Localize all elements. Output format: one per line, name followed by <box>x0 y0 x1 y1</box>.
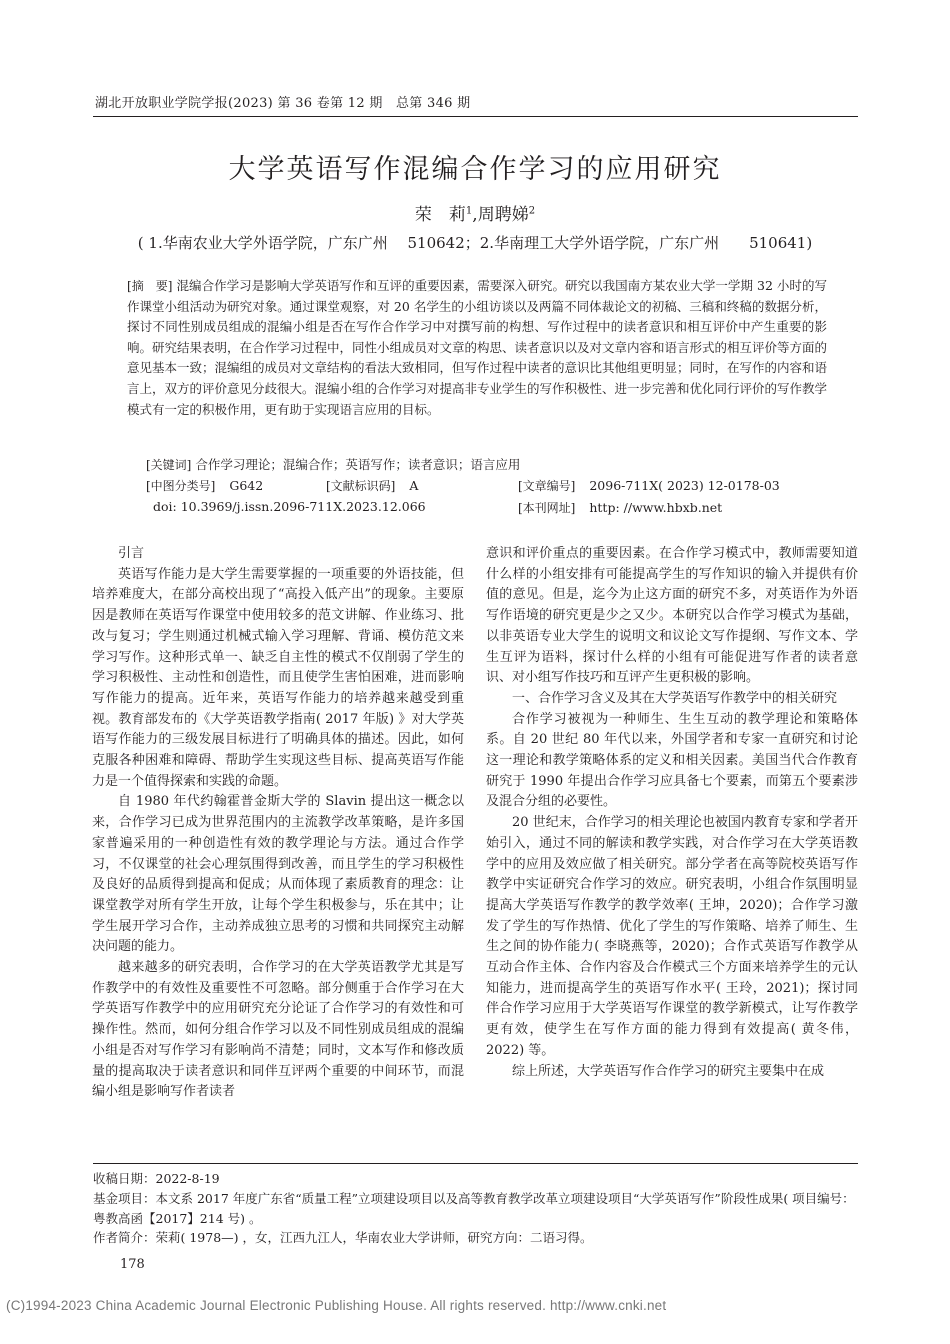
fund-note: 基金项目：本文系 2017 年度广东省“质量工程”立项建设项目以及高等教育教学改革立项建设项目“大学英语写作”阶段性成果( 项目编号：粤教高函【2017】214 号) 。 <box>93 1191 855 1226</box>
author-1-affil-mark: 1 <box>465 205 473 217</box>
clc-label: [中图分类号] <box>146 479 216 493</box>
body-paragraph: 意识和评价重点的重要因素。在合作学习模式中，教师需要知道什么样的小组安排有可能提高学生的写作知识的输入并提供有价值的意见。但是，迄今为止这方面的研究不多，对英语作为外语写作语境的研究更是少之又少。本研究以合作学习模式为基础，以非英语专业大学生的说明文和议论文写作提纲、写作文本、学生互评为语料，探讨什么样的小组有可能促进写作者的读者意识、对小组写作技巧和互评产生更积极的影响。 <box>486 546 858 686</box>
keywords-label: [关键词] <box>146 458 192 472</box>
website-link[interactable]: http: //www.hbxb.net <box>589 500 723 515</box>
body-paragraph: 综上所述，大学英语写作合作学习的研究主要集中在成 <box>512 1063 825 1079</box>
article-number-value: 2096-711X( 2023) 12-0178-03 <box>589 478 780 493</box>
body-paragraph: 英语写作能力是大学生需要掌握的一项重要的外语技能，但培养难度大，在部分高校出现了“高投入低产出”的现象。主要原因是教师在英语写作课堂中使用较多的范文讲解、作业练习、批改与复习；学生则通过机械式输入学习理解、背诵、模仿范文来学习写作。这种形式单一、缺乏自主性的模式不仅削弱了学生的学习积极性、主动性和创造性，而且使学生害怕困难，进而影响写作能力的提高。近年来，英语写作能力的培养越来越受到重视。教育部发布的《大学英语教学指南( 2017 年版) 》对大学英语写作能力的三级发展目标进行了明确具体的描述。因此，如何克服各种困难和障碍、帮助学生实现这些目标、提高英语写作能力是一个值得探索和实践的命题。 <box>92 566 464 789</box>
body-paragraph: 越来越多的研究表明，合作学习的在大学英语教学尤其是写作教学中的有效性及重要性不可忽略。部分侧重于合作学习在大学英语写作教学中的应用研究充分论证了合作学习的有效性和可操作性。然而，如何分组合作学习以及不同性别成员组成的混编小组是否对写作学习有影响尚不清楚；同时，文本写作和修改质量的提高取决于读者意识和同伴互评两个重要的中间环节，而混编小组是影响写作者读者 <box>92 960 464 1100</box>
keywords-text: 合作学习理论；混编合作；英语写作；读者意识；语言应用 <box>195 457 521 472</box>
section-heading-introduction: 引言 <box>118 546 145 561</box>
author-bio: 作者简介：荣莉( 1978—) ，女，江西九江人，华南农业大学讲师，研究方向：二语习得。 <box>93 1230 593 1245</box>
author-line <box>0 200 950 225</box>
header-rule <box>93 116 858 117</box>
body-paragraph: 20 世纪末，合作学习的相关理论也被国内教育专家和学者开始引入，通过不同的解读和教学实践，对合作学习在大学英语教学中的应用及效应做了相关研究。部分学者在高等院校英语写作教学中实证研究合作学习的效应。研究表明，小组合作氛围明显提高大学英语写作教学的教学效率( 王坤，2020)；合作学习激发了学生的写作热情、优化了学生的写作策略、培养了师生、生生之间的协作能力( 李晓燕等，2020)；合作式英语写作教学从互动合作主体、合作内容及合作模式三个方面来培养学生的元认知能力，进而提高学生的英语写作水平( 王玲，2021)；探讨同伴合作学习应用于大学英语写作课堂的教学新模式，让写作教学更有效，使学生在写作方面的能力得到有效提高( 黄冬伟，2022) 等。 <box>486 815 858 1058</box>
article-number <box>518 477 780 494</box>
abstract <box>127 276 827 420</box>
author-1: 荣 莉 <box>414 205 466 225</box>
clc-number <box>146 477 263 494</box>
body-paragraph: 自 1980 年代约翰霍普金斯大学的 Slavin 提出这一概念以来，合作学习已成为世界范围内的主流教学改革策略，是许多国家普遍采用的一种创造性有效的教学理论与方法。通过合作学习，不仅课堂的社会心理氛围得到改善，而且学生的学习积极性及良好的品质得到提高和促成；从而体现了素质教育的理念：让课堂教学对所有学生开放，让每个学生积极参与，乐在其中；让学生展开学习合作，主动养成独立思考的习惯和共同探究主动解决问题的能力。 <box>92 794 464 955</box>
body-paragraph: 合作学习被视为一种师生、生生互动的教学理论和策略体系。自 20 世纪 80 年代以来，外国学者和专家一直研究和讨论这一理论和教学策略体系的定义和相关因素。美国当代合作教育研究于 1990 年提出合作学习应具备七个要素，而第五个要素涉及混合分组的必要性。 <box>486 711 858 810</box>
article-number-label: [文章编号] <box>518 479 576 493</box>
page-number: 178 <box>120 1257 145 1272</box>
footnote-rule <box>93 1163 858 1164</box>
author-separator: , <box>472 205 478 225</box>
document-code-label: [文献标识码] <box>326 479 396 493</box>
doi[interactable]: doi: 10.3969/j.issn.2096-711X.2023.12.066 <box>153 499 426 514</box>
keywords <box>146 455 520 473</box>
clc-value: G642 <box>229 478 264 493</box>
journal-header: 湖北开放职业学院学报(2023) 第 36 卷第 12 期 总第 346 期 <box>95 96 471 111</box>
body-column-left <box>92 544 464 1103</box>
document-code <box>326 477 418 494</box>
received-date: 收稿日期：2022-8-19 <box>93 1171 220 1186</box>
website-label: [本刊网址] <box>518 501 576 515</box>
document-code-value: A <box>409 478 419 493</box>
journal-website <box>518 499 722 516</box>
body-column-right <box>486 544 858 1082</box>
affiliation-line: ( 1.华南农业大学外语学院，广东广州 510642；2.华南理工大学外语学院，广东广州 510641) <box>137 234 813 252</box>
author-2: 周聘娣 <box>477 205 529 225</box>
article-title: 大学英语写作混编合作学习的应用研究 <box>228 154 722 185</box>
section-heading-1: 一、合作学习含义及其在大学英语写作教学中的相关研究 <box>512 690 838 706</box>
abstract-text: 混编合作学习是影响大学英语写作和互评的重要因素，需要深入研究。研究以我国南方某农业大学一学期 32 小时的写作课堂小组活动为研究对象。通过课堂观察，对 20 名学生的小组访谈以及两篇不同体裁论文的初稿、三稿和终稿的数据分析，探讨不同性别成员组成的混编小组是否在写作合作学习中对撰写前的构想、写作过程中的读者意识和相互评价中产生重要的影响。研究结果表明，在合作学习过程中，同性小组成员对文章的构思、读者意识以及对文章内容和语言形式的相互评价等方面的意见基本一致；混编组的成员对文章结构的看法大致相同，但写作过程中读者的意识比其他组更明显；同时，在写作的内容和语言上，双方的评价意见分歧很大。混编小组的合作学习对提高非专业学生的写作积极性、进一步完善和优化同行评价的写作教学模式有一定的积极作用，更有助于实现语言应用的目标。 <box>127 278 828 417</box>
abstract-label: [摘 要] <box>127 279 173 293</box>
author-2-affil-mark: 2 <box>528 205 536 217</box>
copyright-footer: (C)1994-2023 China Academic Journal Electronic Publishing House. All rights reserved. http://www.cnki.net <box>6 1298 667 1313</box>
